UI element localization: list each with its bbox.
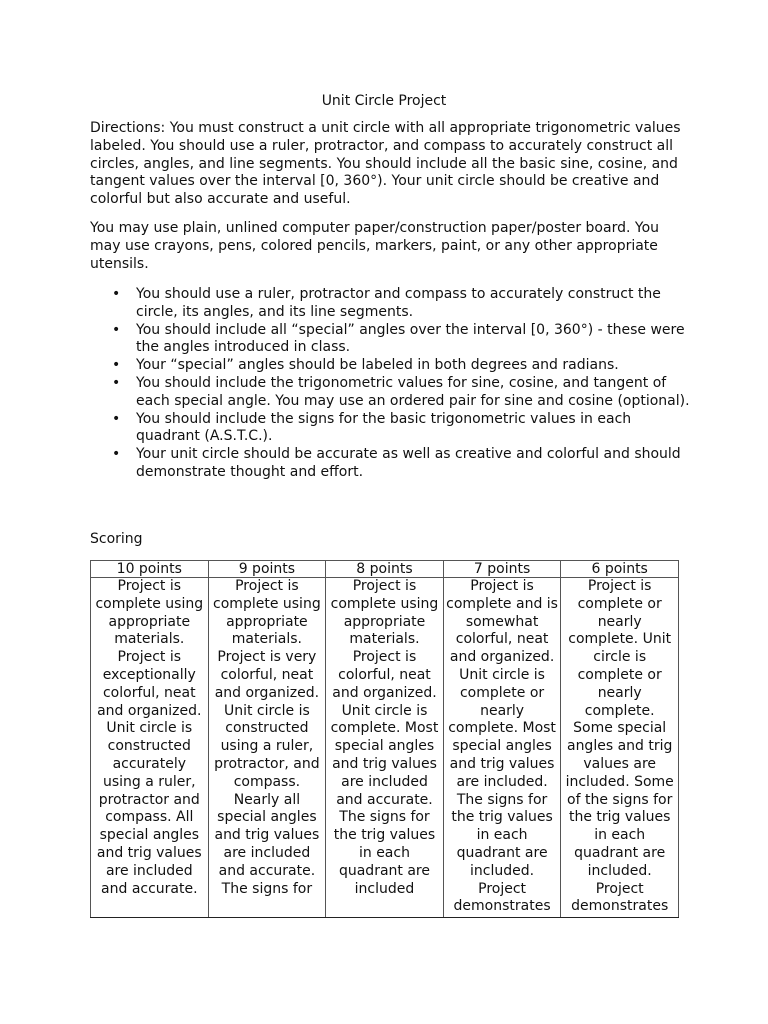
- list-item: • Your “special” angles should be labeled in both degrees and radians.: [90, 357, 690, 375]
- rubric-cell-6: Project is complete or nearly complete. Unit circle is complete or nearly complete. Some special angles and trig values are included. Some of the signs for the trig values in each quadrant are included. Project demonstrates: [561, 578, 679, 919]
- rubric-header-6: 6 points: [561, 561, 679, 578]
- list-item: • You should use a ruler, protractor and compass to accurately construct the circle, its angles, and its line segments.: [90, 286, 690, 322]
- rubric-header-9: 9 points: [208, 561, 326, 578]
- rubric-header-8: 8 points: [326, 561, 444, 578]
- materials-paragraph: You may use plain, unlined computer paper/construction paper/poster board. You may use crayons, pens, colored pencils, markers, paint, or any other appropriate utensils.: [90, 220, 660, 272]
- document-title: Unit Circle Project: [321, 93, 447, 109]
- scoring-heading: Scoring: [90, 531, 143, 547]
- list-item: • You should include all “special” angles over the interval [0, 360°) - these were the angles introduced in class.: [90, 322, 690, 358]
- rubric-cell-8: Project is complete using appropriate materials. Project is colorful, neat and organized. Unit circle is complete. Most special angles and trig values are included and accurate. The signs for the trig values in each quadrant are included: [326, 578, 444, 919]
- rubric-cell-10: Project is complete using appropriate materials. Project is exceptionally colorful, neat and organized. Unit circle is constructed accurately using a ruler, protractor and compass. All special angles and trig values are included and accurate.: [91, 578, 209, 919]
- rubric-cell-9: Project is complete using appropriate materials. Project is very colorful, neat and organized. Unit circle is constructed using a ruler, protractor, and compass. Nearly all special angles and trig values are included and accurate. The signs for: [208, 578, 326, 919]
- rubric-table-container: [90, 560, 679, 918]
- directions-paragraph: Directions: You must construct a unit circle with all appropriate trigonometric values labeled. You should use a ruler, protractor, and compass to accurately construct all circles, angles, and line segments. You should include all the basic sine, cosine, and tangent values over the interval [0, 360°). Your unit circle should be creative and colorful but also accurate and useful.: [90, 120, 681, 208]
- rubric-table: [90, 560, 679, 918]
- table-row: [91, 578, 679, 919]
- list-item: • Your unit circle should be accurate as well as creative and colorful and should demonstrate thought and effort.: [90, 446, 690, 482]
- requirements-list: [90, 286, 690, 482]
- rubric-header-7: 7 points: [443, 561, 561, 578]
- rubric-header-10: 10 points: [91, 561, 209, 578]
- list-item: • You should include the signs for the basic trigonometric values in each quadrant (A.S.T.C.).: [90, 411, 690, 447]
- table-header-row: [91, 561, 679, 578]
- rubric-cell-7: Project is complete and is somewhat colorful, neat and organized. Unit circle is complete or nearly complete. Most special angles and trig values are included. The signs for the trig values in each quadrant are included. Project demonstrates: [443, 578, 561, 919]
- list-item: • You should include the trigonometric values for sine, cosine, and tangent of each special angle. You may use an ordered pair for sine and cosine (optional).: [90, 375, 690, 411]
